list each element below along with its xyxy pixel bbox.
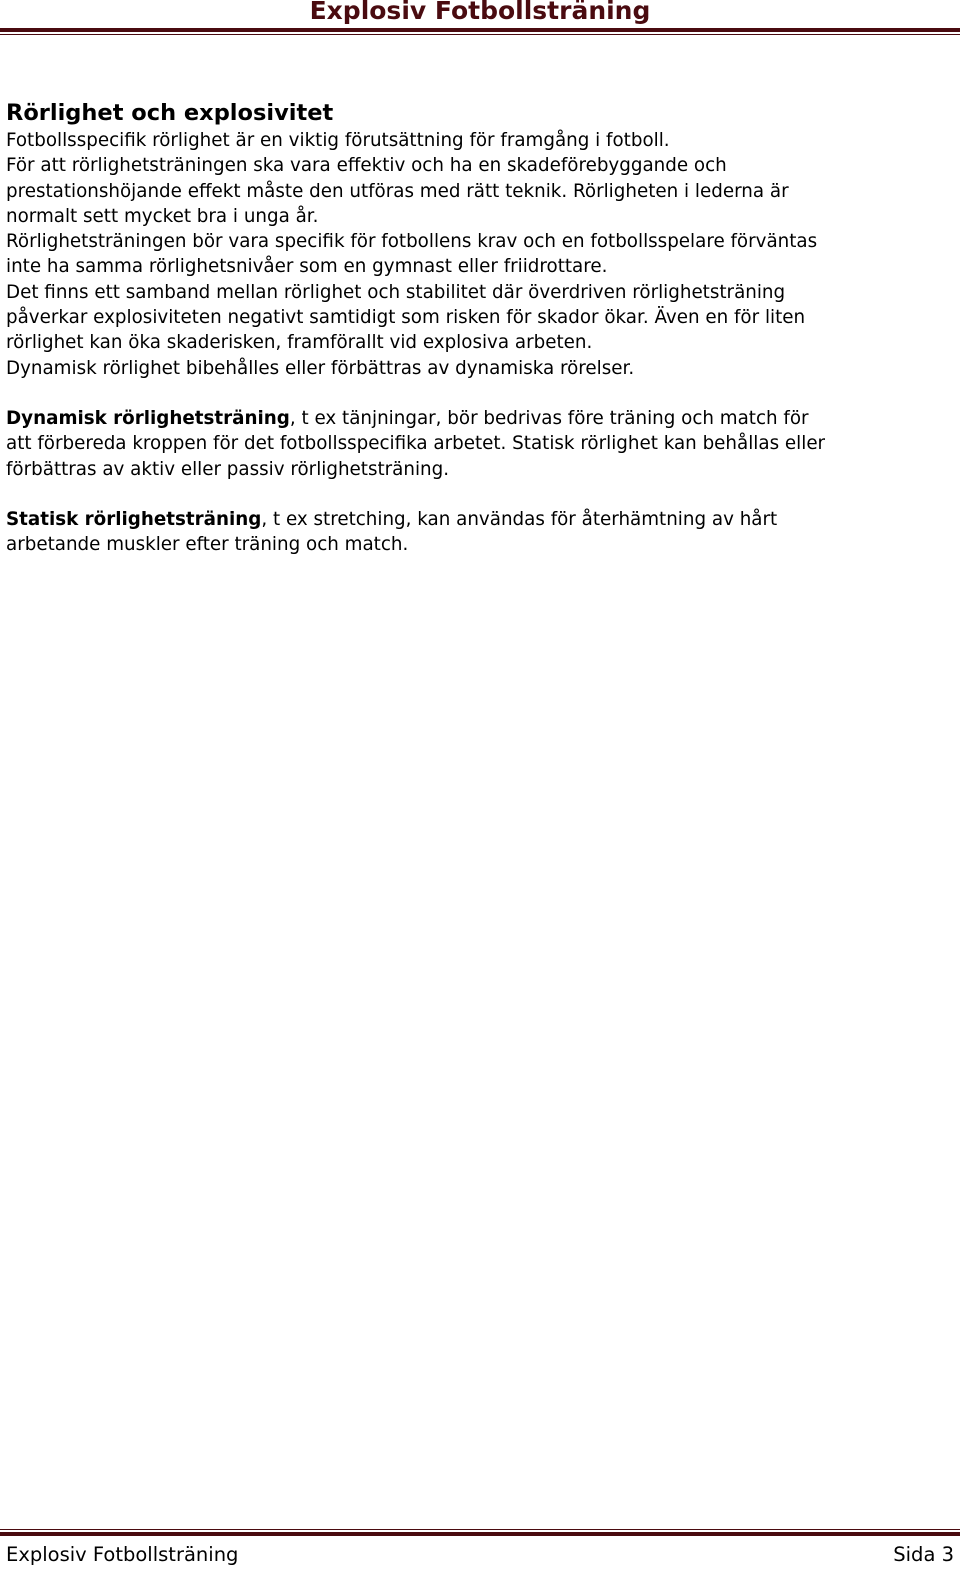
static-term: Statisk rörlighetsträning [6,508,262,530]
intro-line: rörlighet kan öka skaderisken, framförallt vid explosiva arbeten. [6,332,593,354]
page-number: Sida 3 [893,1543,954,1566]
footer-rule [0,1529,960,1536]
intro-line: För att rörlighetsträningen ska vara effektiv och ha en skadeförebyggande och [6,155,727,177]
dynamic-term: Dynamisk rörlighetsträning [6,407,290,429]
intro-line: Det finns ett samband mellan rörlighet och stabilitet där överdriven rörlighetsträning [6,281,786,303]
section-heading: Rörlighet och explosivitet [6,100,334,126]
header-rule-thin [0,34,960,35]
intro-line: prestationshöjande effekt måste den utföras med rätt teknik. Rörligheten i lederna är [6,180,789,202]
intro-line: Fotbollsspecifik rörlighet är en viktig förutsättning för framgång i fotboll. [6,130,670,151]
footer-title: Explosiv Fotbollsträning [6,1543,239,1566]
dynamic-training-paragraph [6,406,956,482]
intro-line: påverkar explosiviteten negativt samtidigt som risken för skador ökar. Även en för liten [6,307,806,329]
static-line [6,507,956,532]
header-rule [0,28,960,35]
intro-line: inte ha samma rörlighetsnivåer som en gymnast eller friidrottare. [6,256,608,278]
dynamic-line: förbättras av aktiv eller passiv rörlighetsträning. [6,458,450,480]
dynamic-line [6,406,956,431]
page-content [6,98,956,557]
header-title: Explosiv Fotbollsträning [309,0,651,25]
intro-paragraph [6,128,956,381]
page-header [0,0,960,40]
intro-line: Dynamisk rörlighet bibehålles eller förbättras av dynamiska rörelser. [6,357,635,379]
dynamic-line-rest: , t ex tänjningar, bör bedrivas före träning och match för [289,407,809,429]
footer-rule-thick [0,1532,960,1536]
static-training-paragraph [6,507,956,558]
static-line-rest: , t ex stretching, kan användas för återhämtning av hårt [261,508,778,530]
static-line: arbetande muskler efter träning och match. [6,534,409,556]
intro-line: normalt sett mycket bra i unga år. [6,205,319,227]
dynamic-line: att förbereda kroppen för det fotbollsspecifika arbetet. Statisk rörlighet kan behållas eller [6,433,826,455]
intro-line: Rörlighetsträningen bör vara specifik för fotbollens krav och en fotbollsspelare förväntas [6,231,818,253]
